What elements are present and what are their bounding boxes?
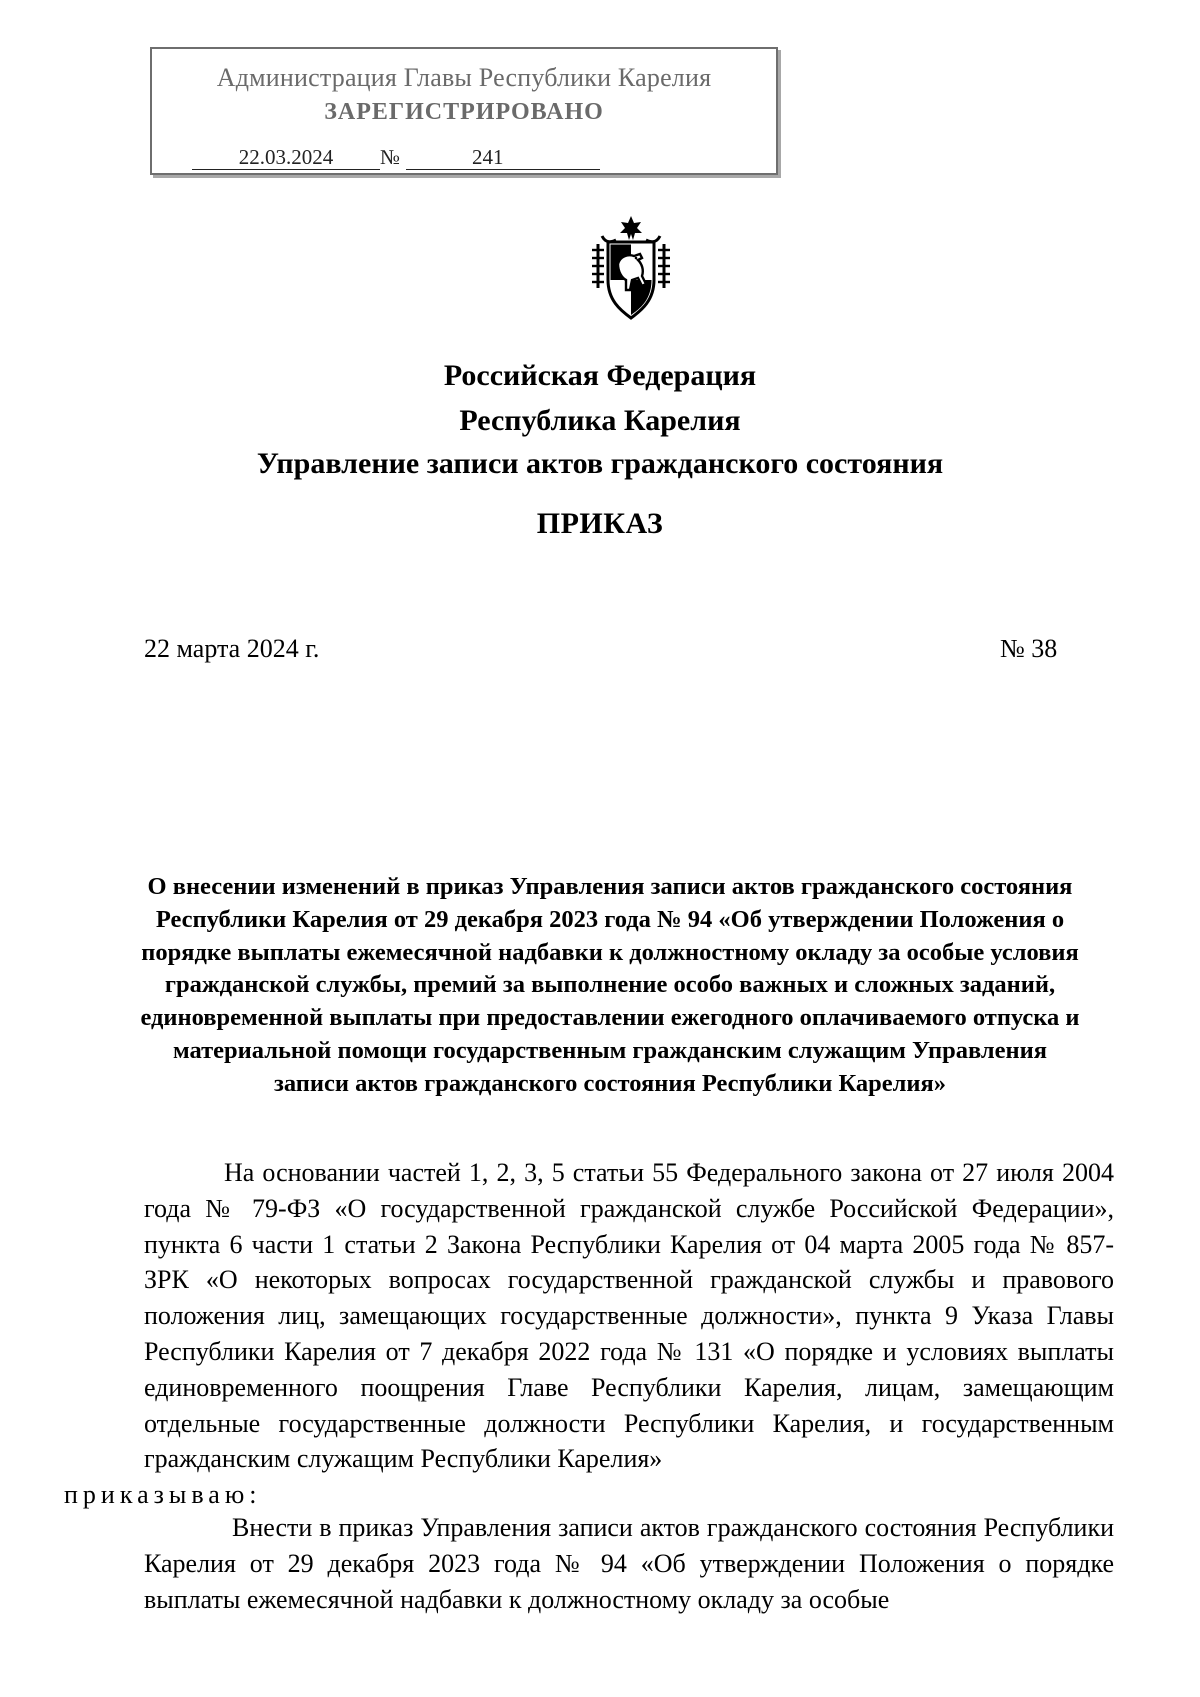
document-type-title: ПРИКАЗ xyxy=(536,507,664,540)
body-paragraph-amendment: Внести в приказ Управления записи актов гражданского состояния Республики Карелия от 29 декабря 2023 года № 94 «Об утверждении Положения о порядке выплаты ежемесячной надбавки к должностному окладу за особые xyxy=(144,1513,1114,1614)
order-word: приказываю: xyxy=(64,1480,262,1510)
order-subject: О внесении изменений в приказ Управления записи актов гражданского состояния Республики Карелия от 29 декабря 2023 года № 94 «Об утверждении Положения о порядке выплаты ежемесячной надбавки к должностному окладу за особые условия гражданской службы, премий за выполнение особо важных и сложных заданий, единовременной выплаты при предоставлении ежегодного оплачиваемого отпуска и материальной помощи государственным гражданским служащим Управления записи актов гражданского состояния Республики Карелия» xyxy=(140,873,1080,1097)
header-country: Российская Федерация xyxy=(443,359,757,392)
order-date: 22 марта 2024 г. xyxy=(144,634,320,663)
stamp-status: ЗАРЕГИСТРИРОВАНО xyxy=(324,99,604,125)
header-region: Республика Карелия xyxy=(459,404,741,437)
basis-text: На основании частей 1, 2, 3, 5 статьи 55 Федерального закона от 27 июля 2004 года № 79-ФЗ «О государственной гражданской службе Российской Федерации», пункта 6 части 1 статьи 2 Закона Республики Карелия от 04 марта 2005 года № 857-ЗРК «О некоторых вопросах государственной гражданской службы и правового положения лиц, замещающих государственные должности», пункта 9 Указа Главы Республики Карелия от 7 декабря 2022 года № 131 «О порядке и условиях выплаты единовременного поощрения Главе Республики Карелия, лицам, замещающим отдельные государственные должности Республики Карелия, и государственным гражданским служащим Республики Карелия» xyxy=(144,1158,1114,1474)
order-number: № 38 xyxy=(1000,634,1058,663)
karelia-coat-of-arms-icon xyxy=(586,214,676,322)
stamp-number-label: № xyxy=(380,145,401,169)
stamp-organization: Администрация Главы Республики Карелия xyxy=(216,63,712,92)
body-paragraph-basis xyxy=(64,1155,1114,1513)
stamp-registration-line xyxy=(192,145,600,171)
header-agency: Управление записи актов гражданского состояния xyxy=(256,447,944,480)
stamp-date: 22.03.2024 xyxy=(192,145,380,170)
stamp-number: 241 xyxy=(406,145,600,170)
registration-stamp xyxy=(150,47,778,175)
